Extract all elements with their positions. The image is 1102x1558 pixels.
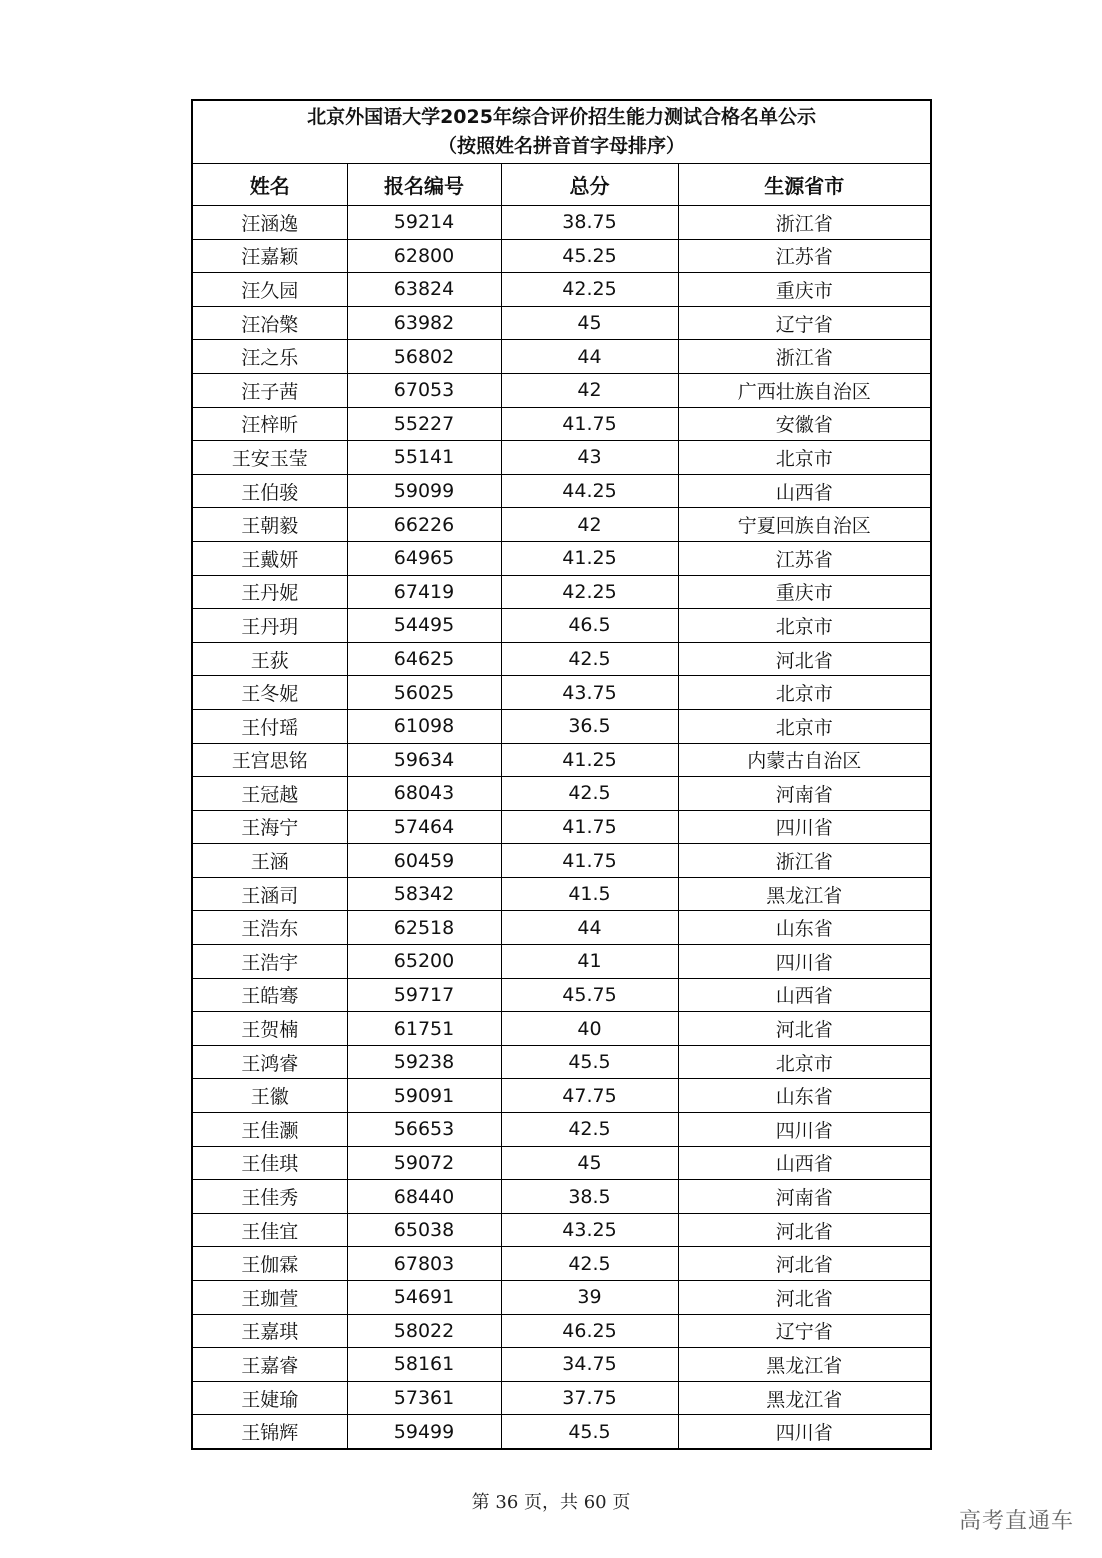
table-title-line1: 北京外国语大学2025年综合评价招生能力测试合格名单公示 [307, 106, 816, 128]
cell-score: 46.25 [501, 1314, 678, 1348]
cell-reg-id: 59099 [347, 474, 501, 508]
watermark: 高考直通车 [958, 1509, 1074, 1534]
table-row [192, 1415, 931, 1449]
admission-list-sheet [191, 99, 930, 1450]
page-footer: 第 36 页，共 60 页 [471, 1492, 631, 1513]
table-row [192, 508, 931, 542]
table-row [192, 1012, 931, 1046]
table-row [192, 844, 931, 878]
cell-name: 王朝毅 [192, 508, 347, 542]
cell-score: 41 [501, 945, 678, 979]
cell-province: 河北省 [678, 1213, 931, 1247]
cell-province: 河北省 [678, 1247, 931, 1281]
cell-province: 北京市 [678, 676, 931, 710]
cell-province: 浙江省 [678, 340, 931, 374]
cell-province: 山东省 [678, 1079, 931, 1113]
table-row [192, 1113, 931, 1147]
table-title-line2: （按照姓名拼音首字母排序） [438, 135, 686, 157]
cell-province: 河北省 [678, 642, 931, 676]
table-row [192, 1314, 931, 1348]
table-row [192, 306, 931, 340]
cell-province: 北京市 [678, 609, 931, 643]
cell-name: 王锦辉 [192, 1415, 347, 1449]
cell-reg-id: 59091 [347, 1079, 501, 1113]
cell-reg-id: 59634 [347, 743, 501, 777]
table-title [192, 100, 931, 164]
column-header-province: 生源省市 [678, 164, 931, 206]
cell-reg-id: 63824 [347, 273, 501, 307]
cell-province: 河南省 [678, 1180, 931, 1214]
cell-province: 河北省 [678, 1281, 931, 1315]
table-row [192, 1381, 931, 1415]
table-row [192, 340, 931, 374]
cell-province: 山西省 [678, 978, 931, 1012]
cell-score: 47.75 [501, 1079, 678, 1113]
cell-reg-id: 60459 [347, 844, 501, 878]
cell-name: 王宫思铭 [192, 743, 347, 777]
cell-score: 34.75 [501, 1348, 678, 1382]
table-row [192, 206, 931, 240]
table-row [192, 1247, 931, 1281]
cell-reg-id: 61751 [347, 1012, 501, 1046]
cell-reg-id: 64965 [347, 541, 501, 575]
table-row [192, 1180, 931, 1214]
cell-name: 汪嘉颖 [192, 239, 347, 273]
cell-reg-id: 65038 [347, 1213, 501, 1247]
table-row [192, 239, 931, 273]
cell-province: 江苏省 [678, 541, 931, 575]
cell-province: 山东省 [678, 911, 931, 945]
cell-name: 汪涵逸 [192, 206, 347, 240]
cell-province: 黑龙江省 [678, 1381, 931, 1415]
cell-name: 王付瑶 [192, 709, 347, 743]
table-row [192, 810, 931, 844]
cell-reg-id: 68440 [347, 1180, 501, 1214]
cell-name: 王安玉莹 [192, 441, 347, 475]
cell-reg-id: 68043 [347, 777, 501, 811]
cell-score: 42 [501, 373, 678, 407]
cell-score: 42.5 [501, 1113, 678, 1147]
table-row [192, 642, 931, 676]
table-row [192, 1146, 931, 1180]
cell-score: 41.25 [501, 743, 678, 777]
cell-reg-id: 62518 [347, 911, 501, 945]
table-row [192, 1348, 931, 1382]
cell-name: 王皓骞 [192, 978, 347, 1012]
cell-province: 浙江省 [678, 844, 931, 878]
cell-score: 43 [501, 441, 678, 475]
cell-reg-id: 62800 [347, 239, 501, 273]
cell-score: 45 [501, 1146, 678, 1180]
cell-province: 北京市 [678, 709, 931, 743]
cell-name: 王戴妍 [192, 541, 347, 575]
table-row [192, 1079, 931, 1113]
cell-score: 43.75 [501, 676, 678, 710]
cell-reg-id: 58161 [347, 1348, 501, 1382]
cell-score: 42.25 [501, 273, 678, 307]
cell-score: 42 [501, 508, 678, 542]
cell-name: 王丹玥 [192, 609, 347, 643]
cell-name: 王佳琪 [192, 1146, 347, 1180]
cell-reg-id: 58342 [347, 877, 501, 911]
cell-score: 41.75 [501, 844, 678, 878]
cell-reg-id: 57361 [347, 1381, 501, 1415]
admission-table [191, 99, 932, 1450]
cell-score: 41.5 [501, 877, 678, 911]
table-row [192, 877, 931, 911]
cell-score: 41.75 [501, 407, 678, 441]
cell-name: 王冠越 [192, 777, 347, 811]
cell-name: 王丹妮 [192, 575, 347, 609]
cell-reg-id: 59717 [347, 978, 501, 1012]
table-row [192, 1281, 931, 1315]
cell-reg-id: 55141 [347, 441, 501, 475]
cell-name: 王浩宇 [192, 945, 347, 979]
table-row [192, 373, 931, 407]
cell-province: 北京市 [678, 1045, 931, 1079]
cell-score: 45.25 [501, 239, 678, 273]
table-row [192, 541, 931, 575]
cell-province: 辽宁省 [678, 1314, 931, 1348]
cell-province: 山西省 [678, 1146, 931, 1180]
cell-reg-id: 58022 [347, 1314, 501, 1348]
cell-name: 汪梓昕 [192, 407, 347, 441]
table-row [192, 609, 931, 643]
cell-reg-id: 65200 [347, 945, 501, 979]
table-row [192, 978, 931, 1012]
cell-name: 王鸿睿 [192, 1045, 347, 1079]
cell-name: 王嘉睿 [192, 1348, 347, 1382]
cell-name: 王伯骏 [192, 474, 347, 508]
cell-reg-id: 54691 [347, 1281, 501, 1315]
cell-province: 安徽省 [678, 407, 931, 441]
cell-reg-id: 59072 [347, 1146, 501, 1180]
cell-name: 王徽 [192, 1079, 347, 1113]
cell-reg-id: 59214 [347, 206, 501, 240]
column-header-score: 总分 [501, 164, 678, 206]
cell-province: 重庆市 [678, 273, 931, 307]
cell-reg-id: 59238 [347, 1045, 501, 1079]
cell-score: 40 [501, 1012, 678, 1046]
cell-reg-id: 57464 [347, 810, 501, 844]
table-row [192, 441, 931, 475]
cell-score: 41.75 [501, 810, 678, 844]
cell-province: 黑龙江省 [678, 1348, 931, 1382]
cell-score: 41.25 [501, 541, 678, 575]
cell-score: 42.5 [501, 642, 678, 676]
cell-score: 42.5 [501, 777, 678, 811]
column-header-name: 姓名 [192, 164, 347, 206]
cell-score: 42.25 [501, 575, 678, 609]
cell-province: 河南省 [678, 777, 931, 811]
cell-province: 四川省 [678, 1415, 931, 1449]
cell-score: 46.5 [501, 609, 678, 643]
cell-name: 王婕瑜 [192, 1381, 347, 1415]
cell-score: 44.25 [501, 474, 678, 508]
cell-name: 王佳宜 [192, 1213, 347, 1247]
cell-score: 44 [501, 911, 678, 945]
table-row [192, 474, 931, 508]
table-row [192, 575, 931, 609]
cell-name: 汪之乐 [192, 340, 347, 374]
cell-reg-id: 56653 [347, 1113, 501, 1147]
table-row [192, 676, 931, 710]
cell-name: 王佳灏 [192, 1113, 347, 1147]
cell-province: 四川省 [678, 810, 931, 844]
cell-name: 王涵司 [192, 877, 347, 911]
table-row [192, 273, 931, 307]
cell-province: 四川省 [678, 945, 931, 979]
cell-score: 38.75 [501, 206, 678, 240]
cell-score: 36.5 [501, 709, 678, 743]
cell-score: 42.5 [501, 1247, 678, 1281]
cell-province: 内蒙古自治区 [678, 743, 931, 777]
table-row [192, 945, 931, 979]
cell-score: 38.5 [501, 1180, 678, 1214]
column-header-reg-id: 报名编号 [347, 164, 501, 206]
cell-name: 汪子茜 [192, 373, 347, 407]
table-row [192, 709, 931, 743]
cell-name: 王涵 [192, 844, 347, 878]
cell-name: 王珈萱 [192, 1281, 347, 1315]
cell-score: 44 [501, 340, 678, 374]
cell-reg-id: 63982 [347, 306, 501, 340]
cell-name: 王佳秀 [192, 1180, 347, 1214]
cell-reg-id: 54495 [347, 609, 501, 643]
cell-name: 王浩东 [192, 911, 347, 945]
cell-reg-id: 66226 [347, 508, 501, 542]
cell-reg-id: 56025 [347, 676, 501, 710]
table-row [192, 1213, 931, 1247]
table-row [192, 911, 931, 945]
cell-province: 山西省 [678, 474, 931, 508]
cell-score: 45.75 [501, 978, 678, 1012]
cell-name: 王荻 [192, 642, 347, 676]
cell-province: 北京市 [678, 441, 931, 475]
cell-reg-id: 59499 [347, 1415, 501, 1449]
cell-score: 45.5 [501, 1415, 678, 1449]
cell-province: 江苏省 [678, 239, 931, 273]
table-row [192, 1045, 931, 1079]
cell-reg-id: 56802 [347, 340, 501, 374]
table-row [192, 777, 931, 811]
table-row [192, 743, 931, 777]
cell-name: 王冬妮 [192, 676, 347, 710]
table-body [192, 206, 931, 1449]
cell-score: 37.75 [501, 1381, 678, 1415]
cell-name: 王嘉琪 [192, 1314, 347, 1348]
cell-name: 王伽霖 [192, 1247, 347, 1281]
table-header-row [192, 164, 931, 206]
cell-name: 汪冶檠 [192, 306, 347, 340]
cell-score: 45.5 [501, 1045, 678, 1079]
cell-province: 黑龙江省 [678, 877, 931, 911]
cell-name: 王贺楠 [192, 1012, 347, 1046]
cell-province: 浙江省 [678, 206, 931, 240]
table-row [192, 407, 931, 441]
cell-province: 广西壮族自治区 [678, 373, 931, 407]
cell-reg-id: 67419 [347, 575, 501, 609]
cell-province: 河北省 [678, 1012, 931, 1046]
cell-province: 宁夏回族自治区 [678, 508, 931, 542]
cell-score: 39 [501, 1281, 678, 1315]
cell-reg-id: 64625 [347, 642, 501, 676]
cell-score: 43.25 [501, 1213, 678, 1247]
cell-name: 汪久园 [192, 273, 347, 307]
cell-reg-id: 67053 [347, 373, 501, 407]
cell-reg-id: 55227 [347, 407, 501, 441]
cell-score: 45 [501, 306, 678, 340]
cell-name: 王海宁 [192, 810, 347, 844]
cell-reg-id: 67803 [347, 1247, 501, 1281]
cell-province: 辽宁省 [678, 306, 931, 340]
table-title-row [192, 100, 931, 164]
cell-reg-id: 61098 [347, 709, 501, 743]
cell-province: 四川省 [678, 1113, 931, 1147]
cell-province: 重庆市 [678, 575, 931, 609]
